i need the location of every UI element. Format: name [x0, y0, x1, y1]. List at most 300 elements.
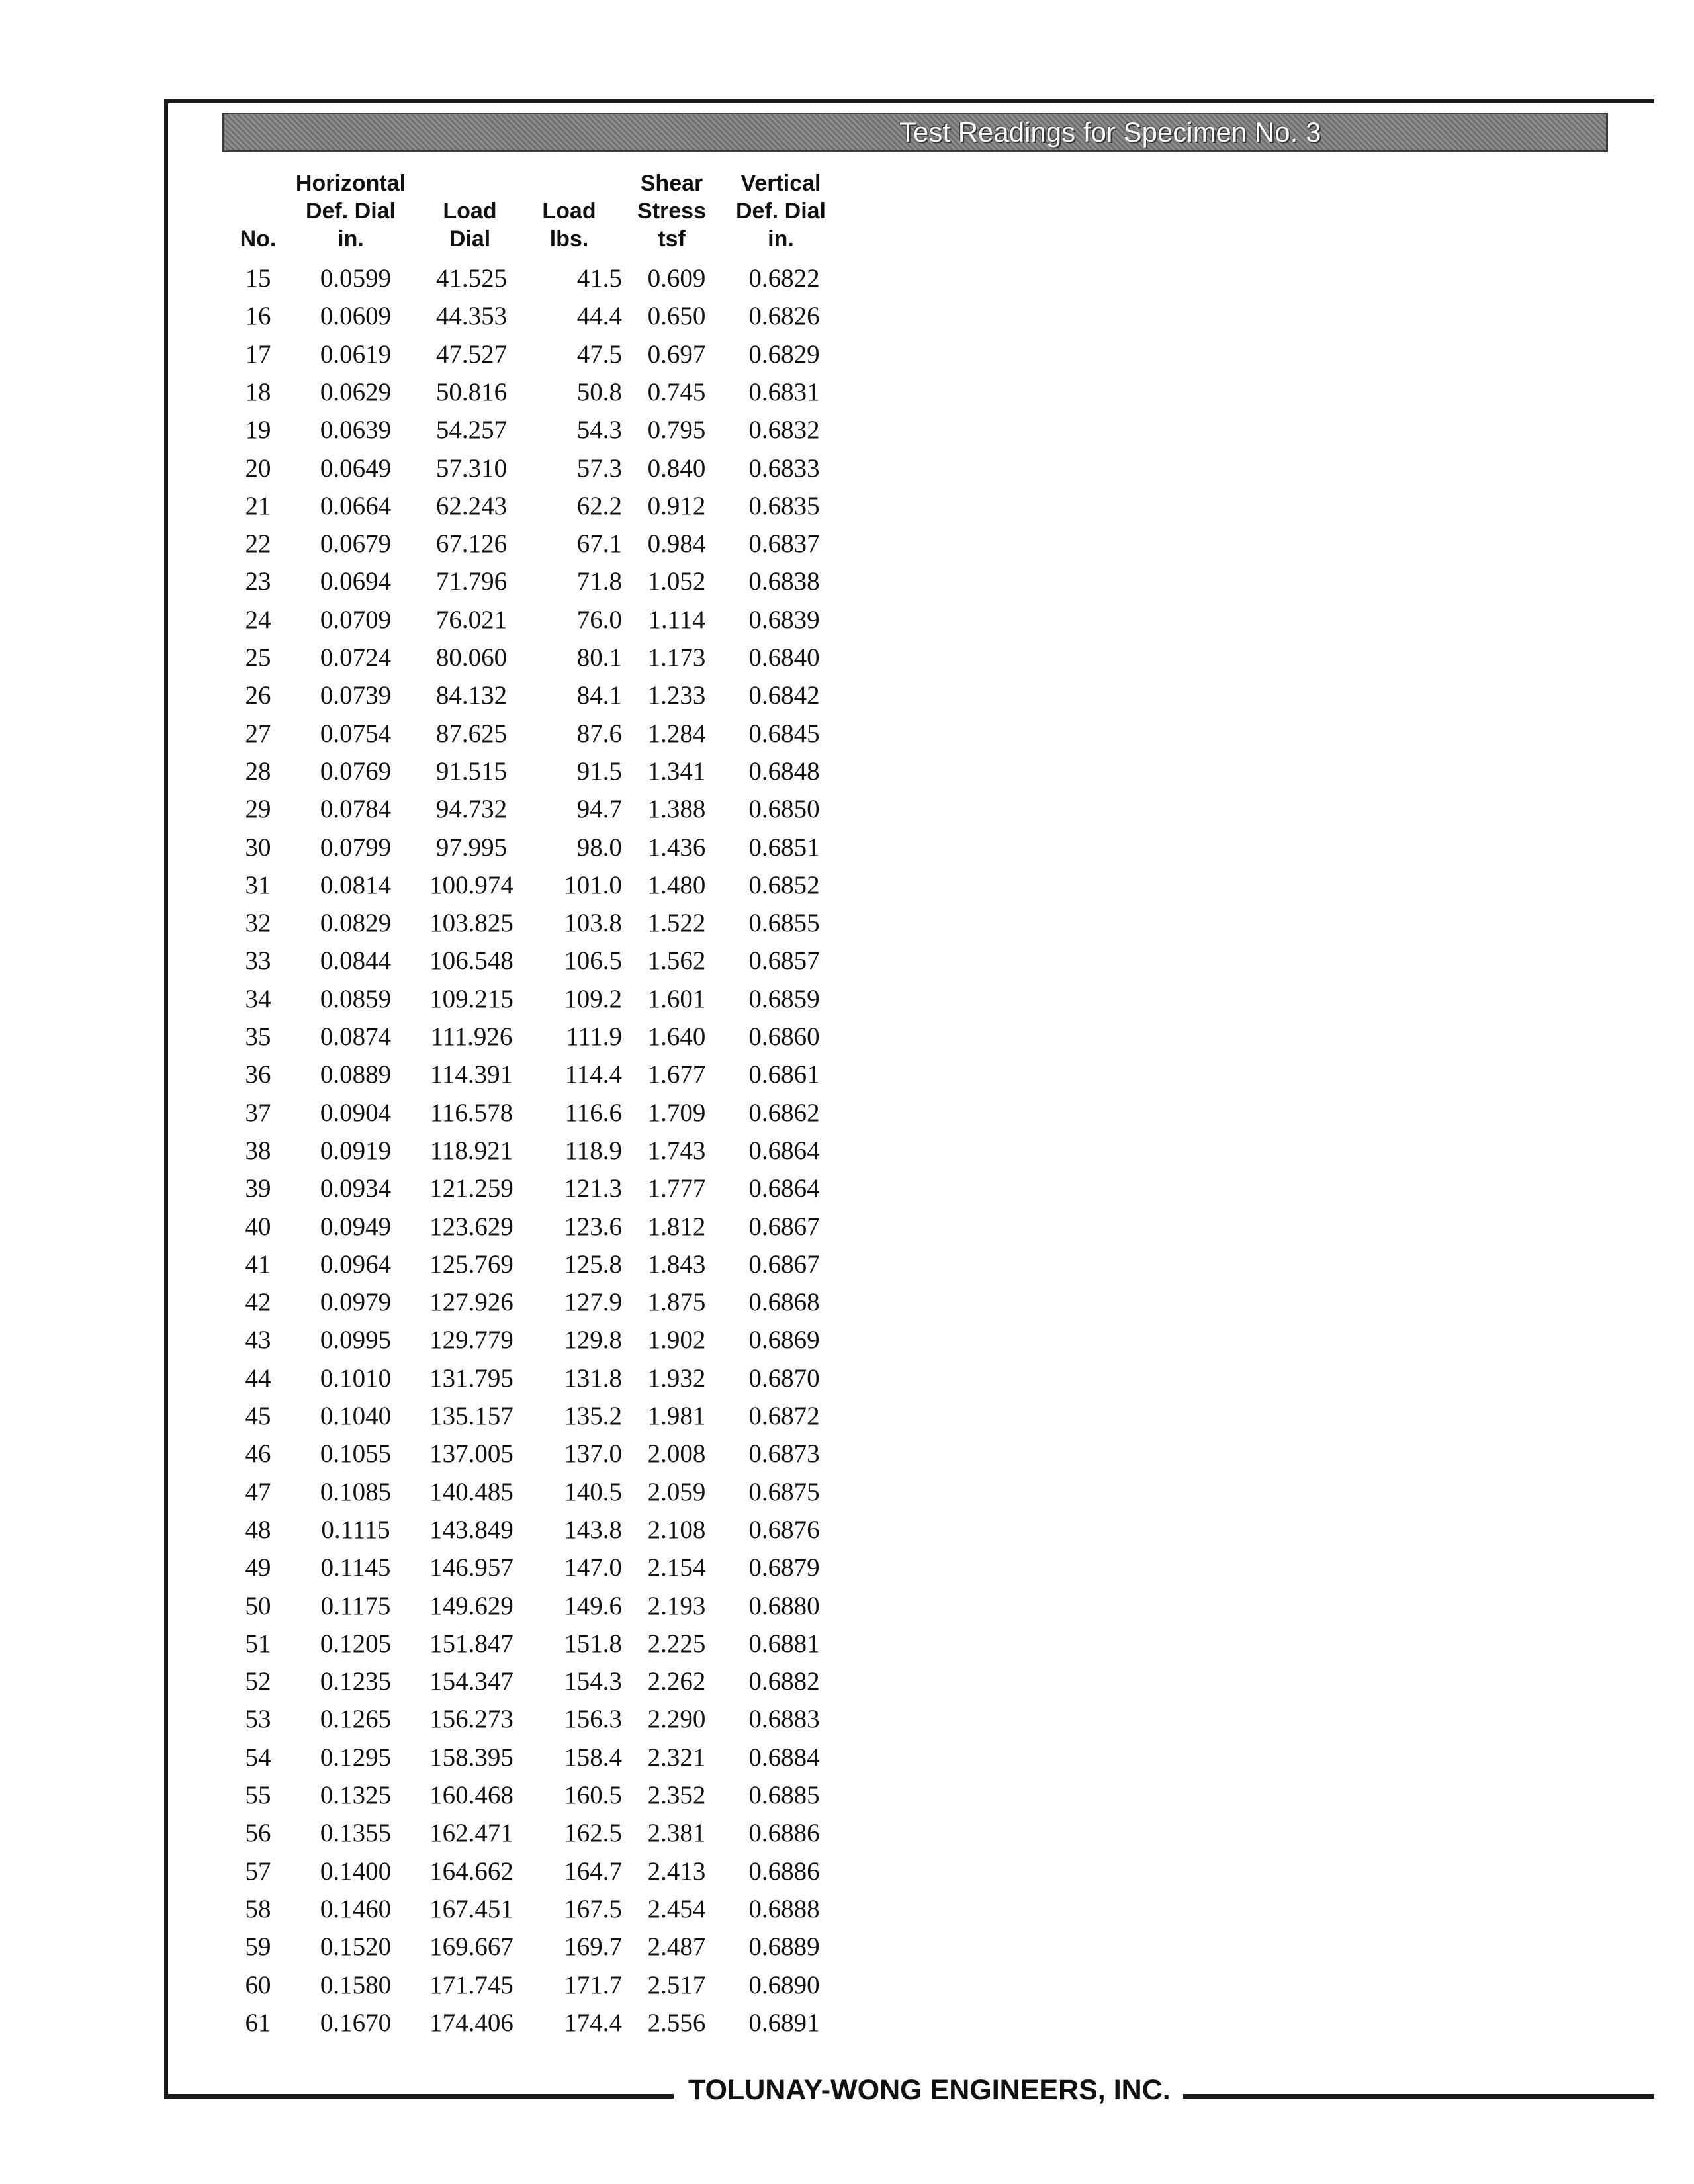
row-number: 25: [245, 643, 271, 672]
vertical-def-dial-value: 0.6880: [748, 1591, 820, 1620]
load-lbs-value: 147.0: [564, 1553, 622, 1582]
load-lbs-value: 121.3: [564, 1174, 622, 1203]
load-lbs-value: 140.5: [564, 1477, 622, 1506]
horizontal-def-dial-value: 0.0609: [320, 302, 392, 331]
table-row: [0, 1511, 926, 1549]
shear-stress-value: 2.454: [647, 1894, 706, 1923]
horizontal-def-dial-value: 0.0709: [320, 605, 392, 634]
table-row: [0, 1435, 926, 1473]
load-dial-value: 146.957: [429, 1553, 513, 1582]
footer-company-name: TOLUNAY-WONG ENGINEERS, INC.: [688, 2074, 1171, 2106]
vertical-def-dial-value: 0.6886: [748, 1819, 820, 1848]
horizontal-def-dial-value: 0.0829: [320, 909, 392, 938]
table-title: Test Readings for Specimen No. 3: [899, 116, 1321, 148]
shear-stress-value: 2.108: [647, 1515, 706, 1544]
shear-stress-value: 0.697: [647, 340, 706, 369]
shear-stress-value: 1.677: [647, 1060, 706, 1089]
row-number: 32: [245, 909, 271, 938]
row-number: 36: [245, 1060, 271, 1089]
row-number: 46: [245, 1439, 271, 1469]
horizontal-def-dial-value: 0.1145: [320, 1553, 391, 1582]
horizontal-def-dial-value: 0.1580: [320, 1970, 392, 1999]
header-horizontal-line-3: in.: [337, 226, 364, 251]
horizontal-def-dial-value: 0.1235: [320, 1667, 392, 1696]
shear-stress-value: 1.388: [647, 795, 706, 824]
row-number: 49: [245, 1553, 271, 1582]
load-dial-value: 54.257: [435, 416, 508, 445]
row-number: 27: [245, 719, 271, 748]
row-number: 30: [245, 833, 271, 862]
load-lbs-value: 76.0: [576, 605, 622, 634]
row-number: 35: [245, 1023, 271, 1051]
load-lbs-value: 106.5: [564, 946, 622, 976]
shear-stress-value: 1.981: [647, 1402, 706, 1430]
shear-stress-value: 1.777: [647, 1174, 706, 1203]
load-dial-value: 131.795: [429, 1363, 513, 1392]
load-lbs-value: 137.0: [564, 1439, 622, 1469]
header-load-lbs: [529, 169, 609, 249]
shear-stress-value: 1.875: [647, 1288, 706, 1317]
load-dial-value: 97.995: [435, 833, 508, 862]
row-number: 56: [245, 1819, 271, 1848]
horizontal-def-dial-value: 0.1325: [320, 1781, 392, 1809]
shear-stress-value: 1.601: [647, 984, 706, 1013]
shear-stress-value: 1.640: [647, 1023, 706, 1051]
load-dial-value: 162.471: [429, 1819, 513, 1848]
shear-stress-value: 1.052: [647, 567, 706, 596]
table-row: [0, 829, 926, 866]
load-dial-value: 129.779: [429, 1326, 513, 1355]
horizontal-def-dial-value: 0.1295: [320, 1743, 392, 1772]
load-lbs-value: 167.5: [564, 1894, 622, 1923]
load-dial-value: 121.259: [429, 1174, 513, 1203]
shear-stress-value: 1.173: [647, 643, 706, 672]
table-row: [0, 942, 926, 979]
table-row: [0, 904, 926, 942]
horizontal-def-dial-value: 0.0859: [320, 984, 392, 1013]
load-lbs-value: 84.1: [576, 681, 622, 710]
horizontal-def-dial-value: 0.0629: [320, 377, 392, 406]
vertical-def-dial-value: 0.6842: [748, 681, 820, 710]
load-dial-value: 158.395: [429, 1743, 513, 1772]
vertical-def-dial-value: 0.6868: [748, 1288, 820, 1317]
horizontal-def-dial-value: 0.1085: [320, 1477, 392, 1506]
row-number: 29: [245, 795, 271, 824]
table-row: [0, 1739, 926, 1776]
row-number: 15: [245, 264, 271, 293]
vertical-def-dial-value: 0.6845: [748, 719, 820, 748]
table-row: [0, 752, 926, 790]
shear-stress-value: 2.262: [647, 1667, 706, 1696]
table-row: [0, 1018, 926, 1056]
load-dial-value: 62.243: [435, 491, 508, 520]
horizontal-def-dial-value: 0.1055: [320, 1439, 392, 1469]
load-lbs-value: 101.0: [564, 870, 622, 899]
load-lbs-value: 129.8: [564, 1326, 622, 1355]
horizontal-def-dial-value: 0.0754: [320, 719, 392, 748]
row-number: 55: [245, 1781, 271, 1809]
shear-stress-value: 1.812: [647, 1212, 706, 1241]
vertical-def-dial-value: 0.6872: [748, 1402, 820, 1430]
shear-stress-value: 2.352: [647, 1781, 706, 1809]
table-row: [0, 1587, 926, 1625]
horizontal-def-dial-value: 0.0904: [320, 1098, 392, 1127]
table-row: [0, 411, 926, 449]
load-lbs-value: 158.4: [564, 1743, 622, 1772]
horizontal-def-dial-value: 0.0934: [320, 1174, 392, 1203]
load-lbs-value: 94.7: [576, 795, 622, 824]
header-horizontal-def-dial: [285, 169, 417, 249]
load-lbs-value: 118.9: [564, 1136, 622, 1165]
shear-stress-value: 0.609: [647, 264, 706, 293]
shear-stress-value: 0.745: [647, 377, 706, 406]
vertical-def-dial-value: 0.6850: [748, 795, 820, 824]
horizontal-def-dial-value: 0.1010: [320, 1363, 392, 1392]
horizontal-def-dial-value: 0.1520: [320, 1933, 392, 1962]
shear-stress-value: 1.522: [647, 909, 706, 938]
shear-stress-value: 2.381: [647, 1819, 706, 1848]
header-vertical-line-1: Vertical: [740, 171, 821, 196]
load-dial-value: 71.796: [435, 567, 508, 596]
shear-stress-value: 2.413: [647, 1856, 706, 1886]
row-number: 17: [245, 340, 271, 369]
shear-stress-value: 1.341: [647, 756, 706, 786]
header-vertical-line-3: in.: [768, 226, 794, 251]
row-number: 18: [245, 377, 271, 406]
load-lbs-value: 98.0: [576, 833, 622, 862]
load-dial-value: 106.548: [429, 946, 513, 976]
vertical-def-dial-value: 0.6838: [748, 567, 820, 596]
table-row: [0, 449, 926, 487]
vertical-def-dial-value: 0.6864: [748, 1174, 820, 1203]
vertical-def-dial-value: 0.6835: [748, 491, 820, 520]
vertical-def-dial-value: 0.6859: [748, 984, 820, 1013]
shear-stress-value: 0.912: [647, 491, 706, 520]
table-row: [0, 487, 926, 525]
load-dial-value: 160.468: [429, 1781, 513, 1809]
row-number: 39: [245, 1174, 271, 1203]
row-number: 52: [245, 1667, 271, 1696]
load-lbs-value: 169.7: [564, 1933, 622, 1962]
header-shear-line-1: Shear: [640, 171, 703, 196]
load-dial-value: 171.745: [429, 1970, 513, 1999]
table-row: [0, 1549, 926, 1586]
horizontal-def-dial-value: 0.0619: [320, 340, 392, 369]
vertical-def-dial-value: 0.6875: [748, 1477, 820, 1506]
shear-stress-value: 2.556: [647, 2008, 706, 2037]
load-dial-value: 116.578: [429, 1098, 513, 1127]
shear-stress-value: 2.321: [647, 1743, 706, 1772]
row-number: 22: [245, 529, 271, 559]
load-lbs-value: 91.5: [576, 756, 622, 786]
horizontal-def-dial-value: 0.1400: [320, 1856, 392, 1886]
horizontal-def-dial-value: 0.0599: [320, 264, 392, 293]
horizontal-def-dial-value: 0.0649: [320, 453, 392, 482]
vertical-def-dial-value: 0.6851: [748, 833, 820, 862]
frame-bottom-border-left: [164, 2094, 674, 2099]
horizontal-def-dial-value: 0.1670: [320, 2008, 392, 2037]
horizontal-def-dial-value: 0.0889: [320, 1060, 392, 1089]
header-no: [225, 169, 291, 249]
vertical-def-dial-value: 0.6867: [748, 1212, 820, 1241]
vertical-def-dial-value: 0.6883: [748, 1705, 820, 1734]
horizontal-def-dial-value: 0.1355: [320, 1819, 392, 1848]
load-lbs-value: 156.3: [564, 1705, 622, 1734]
load-lbs-value: 109.2: [564, 984, 622, 1013]
shear-stress-value: 1.843: [647, 1250, 706, 1279]
load-dial-value: 164.662: [429, 1856, 513, 1886]
horizontal-def-dial-value: 0.0664: [320, 491, 392, 520]
row-number: 54: [245, 1743, 271, 1772]
load-dial-value: 44.353: [435, 302, 508, 331]
header-horizontal-line-2: Def. Dial: [305, 199, 396, 224]
table-row: [0, 601, 926, 639]
load-lbs-value: 57.3: [576, 453, 622, 482]
table-row: [0, 1928, 926, 1966]
horizontal-def-dial-value: 0.0679: [320, 529, 392, 559]
vertical-def-dial-value: 0.6876: [748, 1515, 820, 1544]
row-number: 19: [245, 416, 271, 445]
shear-stress-value: 0.795: [647, 416, 706, 445]
table-row: [0, 1662, 926, 1700]
table-row: [0, 980, 926, 1018]
load-lbs-value: 41.5: [576, 264, 622, 293]
row-number: 53: [245, 1705, 271, 1734]
row-number: 42: [245, 1288, 271, 1317]
load-lbs-value: 114.4: [564, 1060, 622, 1089]
vertical-def-dial-value: 0.6864: [748, 1136, 820, 1165]
load-lbs-value: 54.3: [576, 416, 622, 445]
horizontal-def-dial-value: 0.0799: [320, 833, 392, 862]
shear-stress-value: 2.290: [647, 1705, 706, 1734]
header-load-dial: [424, 169, 516, 249]
load-dial-value: 87.625: [435, 719, 508, 748]
horizontal-def-dial-value: 0.0874: [320, 1023, 392, 1051]
row-number: 20: [245, 453, 271, 482]
shear-stress-value: 0.650: [647, 302, 706, 331]
table-row: [0, 1283, 926, 1321]
shear-stress-value: 1.436: [647, 833, 706, 862]
vertical-def-dial-value: 0.6881: [748, 1629, 820, 1658]
load-dial-value: 57.310: [435, 453, 508, 482]
load-dial-value: 91.515: [435, 756, 508, 786]
shear-stress-value: 1.114: [648, 605, 705, 634]
table-row: [0, 639, 926, 676]
load-dial-value: 111.926: [430, 1023, 513, 1051]
load-dial-value: 84.132: [435, 681, 508, 710]
header-load-dial-line-3: Dial: [449, 226, 491, 251]
row-number: 34: [245, 984, 271, 1013]
vertical-def-dial-value: 0.6829: [748, 340, 820, 369]
vertical-def-dial-value: 0.6852: [748, 870, 820, 899]
row-number: 37: [245, 1098, 271, 1127]
table-row: [0, 1094, 926, 1132]
load-lbs-value: 127.9: [564, 1288, 622, 1317]
horizontal-def-dial-value: 0.0949: [320, 1212, 392, 1241]
horizontal-def-dial-value: 0.1265: [320, 1705, 392, 1734]
load-dial-value: 143.849: [429, 1515, 513, 1544]
load-dial-value: 123.629: [429, 1212, 513, 1241]
load-dial-value: 167.451: [429, 1894, 513, 1923]
load-dial-value: 125.769: [429, 1250, 513, 1279]
row-number: 23: [245, 567, 271, 596]
table-row: [0, 336, 926, 373]
shear-stress-value: 2.487: [647, 1933, 706, 1962]
table-row: [0, 1056, 926, 1093]
table-row: [0, 1890, 926, 1928]
table-row: [0, 525, 926, 563]
header-horizontal-line-1: Horizontal: [295, 171, 406, 196]
row-number: 16: [245, 302, 271, 331]
load-lbs-value: 135.2: [564, 1402, 622, 1430]
shear-stress-value: 2.008: [647, 1439, 706, 1469]
vertical-def-dial-value: 0.6832: [748, 416, 820, 445]
load-dial-value: 169.667: [429, 1933, 513, 1962]
table-title-banner: [222, 113, 1608, 152]
header-no-line-2: [225, 197, 291, 225]
shear-stress-value: 2.154: [647, 1553, 706, 1582]
vertical-def-dial-value: 0.6888: [748, 1894, 820, 1923]
load-lbs-value: 131.8: [564, 1363, 622, 1392]
load-lbs-value: 162.5: [564, 1819, 622, 1848]
vertical-def-dial-value: 0.6861: [748, 1060, 820, 1089]
load-lbs-value: 160.5: [564, 1781, 622, 1809]
shear-stress-value: 1.932: [647, 1363, 706, 1392]
row-number: 41: [245, 1250, 271, 1279]
table-row: [0, 1246, 926, 1283]
table-row: [0, 1359, 926, 1397]
load-lbs-value: 47.5: [576, 340, 622, 369]
vertical-def-dial-value: 0.6831: [748, 377, 820, 406]
header-no-line-1: [225, 169, 291, 197]
horizontal-def-dial-value: 0.0814: [320, 870, 392, 899]
row-number: 38: [245, 1136, 271, 1165]
row-number: 43: [245, 1326, 271, 1355]
vertical-def-dial-value: 0.6833: [748, 453, 820, 482]
load-lbs-value: 62.2: [576, 491, 622, 520]
vertical-def-dial-value: 0.6840: [748, 643, 820, 672]
table-row: [0, 1397, 926, 1435]
header-load-lbs-line-3: lbs.: [549, 226, 589, 251]
row-number: 28: [245, 756, 271, 786]
load-dial-value: 135.157: [429, 1402, 513, 1430]
load-dial-value: 103.825: [429, 909, 513, 938]
vertical-def-dial-value: 0.6826: [748, 302, 820, 331]
row-number: 26: [245, 681, 271, 710]
load-dial-value: 174.406: [429, 2008, 513, 2037]
vertical-def-dial-value: 0.6837: [748, 529, 820, 559]
row-number: 51: [245, 1629, 271, 1658]
table-row: [0, 1625, 926, 1662]
load-lbs-value: 111.9: [566, 1023, 622, 1051]
shear-stress-value: 2.193: [647, 1591, 706, 1620]
load-lbs-value: 164.7: [564, 1856, 622, 1886]
vertical-def-dial-value: 0.6860: [748, 1023, 820, 1051]
load-lbs-value: 123.6: [564, 1212, 622, 1241]
horizontal-def-dial-value: 0.1175: [320, 1591, 391, 1620]
table-row: [0, 866, 926, 904]
load-dial-value: 50.816: [435, 377, 508, 406]
load-dial-value: 156.273: [429, 1705, 513, 1734]
vertical-def-dial-value: 0.6884: [748, 1743, 820, 1772]
row-number: 44: [245, 1363, 271, 1392]
vertical-def-dial-value: 0.6855: [748, 909, 820, 938]
load-lbs-value: 143.8: [564, 1515, 622, 1544]
header-no-line-3: No.: [240, 226, 277, 251]
shear-stress-value: 1.562: [647, 946, 706, 976]
load-dial-value: 151.847: [429, 1629, 513, 1658]
vertical-def-dial-value: 0.6867: [748, 1250, 820, 1279]
load-dial-value: 100.974: [429, 870, 513, 899]
horizontal-def-dial-value: 0.0995: [320, 1326, 392, 1355]
load-lbs-value: 87.6: [576, 719, 622, 748]
table-row: [0, 1473, 926, 1511]
shear-stress-value: 0.984: [647, 529, 706, 559]
vertical-def-dial-value: 0.6839: [748, 605, 820, 634]
table-row: [0, 297, 926, 335]
frame-bottom-border-right: [1183, 2094, 1654, 2099]
load-lbs-value: 116.6: [564, 1098, 622, 1127]
load-dial-value: 67.126: [435, 529, 508, 559]
row-number: 59: [245, 1933, 271, 1962]
load-dial-value: 47.527: [435, 340, 508, 369]
horizontal-def-dial-value: 0.0919: [320, 1136, 392, 1165]
shear-stress-value: 2.059: [647, 1477, 706, 1506]
load-dial-value: 41.525: [435, 264, 508, 293]
load-dial-value: 137.005: [429, 1439, 513, 1469]
shear-stress-value: 1.233: [647, 681, 706, 710]
horizontal-def-dial-value: 0.1205: [320, 1629, 392, 1658]
vertical-def-dial-value: 0.6886: [748, 1856, 820, 1886]
load-lbs-value: 154.3: [564, 1667, 622, 1696]
header-vertical-line-2: Def. Dial: [735, 199, 826, 224]
vertical-def-dial-value: 0.6857: [748, 946, 820, 976]
load-lbs-value: 44.4: [576, 302, 622, 331]
row-number: 48: [245, 1515, 271, 1544]
frame-top-border: [164, 99, 1654, 103]
header-load-dial-line-2: Load: [443, 199, 497, 224]
vertical-def-dial-value: 0.6890: [748, 1970, 820, 1999]
horizontal-def-dial-value: 0.0844: [320, 946, 392, 976]
load-dial-value: 140.485: [429, 1477, 513, 1506]
load-dial-value: 127.926: [429, 1288, 513, 1317]
horizontal-def-dial-value: 0.0784: [320, 795, 392, 824]
horizontal-def-dial-value: 0.0739: [320, 681, 392, 710]
vertical-def-dial-value: 0.6869: [748, 1326, 820, 1355]
table-row: [0, 1852, 926, 1890]
table-row: [0, 1700, 926, 1738]
vertical-def-dial-value: 0.6848: [748, 756, 820, 786]
table-row: [0, 1169, 926, 1207]
load-dial-value: 154.347: [429, 1667, 513, 1696]
horizontal-def-dial-value: 0.1460: [320, 1894, 392, 1923]
shear-stress-value: 1.480: [647, 870, 706, 899]
horizontal-def-dial-value: 0.0964: [320, 1250, 392, 1279]
header-load-dial-line-1: [424, 169, 516, 197]
vertical-def-dial-value: 0.6882: [748, 1667, 820, 1696]
vertical-def-dial-value: 0.6879: [748, 1553, 820, 1582]
load-lbs-value: 50.8: [576, 377, 622, 406]
vertical-def-dial-value: 0.6889: [748, 1933, 820, 1962]
row-number: 21: [245, 491, 271, 520]
table-row: [0, 259, 926, 297]
horizontal-def-dial-value: 0.1040: [320, 1402, 392, 1430]
horizontal-def-dial-value: 0.0694: [320, 567, 392, 596]
shear-stress-value: 0.840: [647, 453, 706, 482]
vertical-def-dial-value: 0.6822: [748, 264, 820, 293]
vertical-def-dial-value: 0.6891: [748, 2008, 820, 2037]
vertical-def-dial-value: 0.6873: [748, 1439, 820, 1469]
